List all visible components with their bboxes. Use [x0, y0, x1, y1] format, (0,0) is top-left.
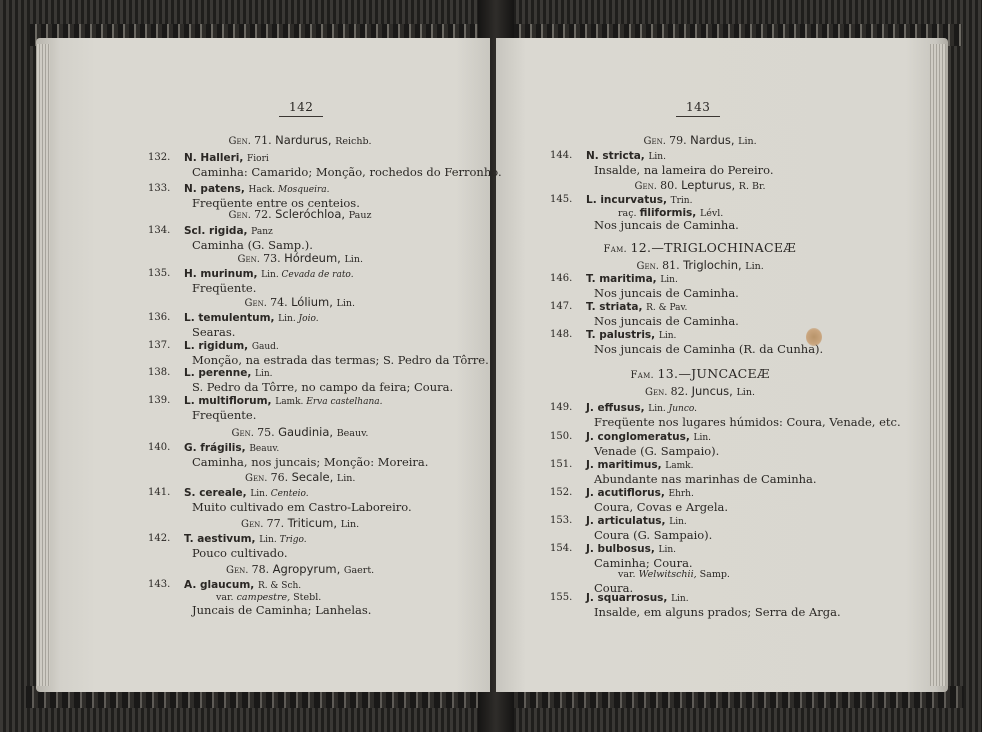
- locality-text: Freqüente.: [192, 408, 257, 422]
- species-author: Lin.: [250, 489, 271, 499]
- species-name: T. aestivum,: [184, 533, 260, 545]
- species-name: L. perenne,: [184, 367, 255, 379]
- species-name: H. murinum,: [184, 268, 262, 280]
- species-name: J. acutiflorus,: [586, 487, 669, 499]
- locality-text: Searas.: [192, 325, 236, 339]
- genus-number: 74.: [270, 296, 292, 309]
- species-author: Gaud.: [251, 342, 279, 352]
- genus-author: Reichb.: [335, 136, 372, 147]
- locality-text: Coura (G. Sampaio).: [594, 528, 713, 542]
- vernacular-name: Cevada de rato.: [281, 270, 354, 280]
- genus-heading: [238, 251, 363, 265]
- entry-number: 146.: [550, 273, 573, 284]
- species-line: [586, 150, 666, 162]
- species-line: [184, 367, 273, 379]
- entry-number: 148.: [550, 329, 573, 340]
- genus-number: 73.: [263, 252, 285, 265]
- species-name: J. conglomeratus,: [586, 431, 694, 443]
- variety-name: filiformis,: [639, 207, 700, 219]
- genus-heading: [245, 295, 356, 309]
- species-line: [586, 515, 687, 527]
- species-line: [586, 402, 697, 414]
- entry-number: 139.: [148, 395, 171, 406]
- locality-text: Caminha (G. Samp.).: [192, 238, 313, 252]
- genus-author: Beauv.: [336, 428, 369, 439]
- genus-label: Gen.: [643, 136, 670, 147]
- species-author: Lin.: [261, 270, 282, 280]
- locality-text: Juncais de Caminha; Lanhelas.: [192, 603, 372, 617]
- locality-text: Nos juncais de Caminha.: [594, 218, 739, 232]
- genus-label: Gen.: [228, 210, 255, 221]
- genus-label: Gen.: [231, 428, 258, 439]
- entry-number: 144.: [550, 150, 573, 161]
- genus-heading: [226, 562, 374, 576]
- species-author: Ehrh.: [668, 489, 694, 499]
- genus-heading: [645, 384, 755, 398]
- vernacular-name: Trigo.: [279, 535, 307, 545]
- genus-number: 76.: [270, 471, 292, 484]
- family-heading: [631, 366, 770, 381]
- species-author: R. & Pav.: [646, 303, 688, 313]
- genus-heading: [232, 425, 369, 439]
- species-name: L. rigidum,: [184, 340, 252, 352]
- entry-number: 147.: [550, 301, 573, 312]
- locality-text: Freqüente entre os centeios.: [192, 196, 360, 210]
- locality-text: Abundante nas marinhas de Caminha.: [594, 472, 817, 486]
- locality-text: Insalde, na lameira do Pereiro.: [594, 163, 774, 177]
- entry-number: 134.: [148, 225, 171, 236]
- species-name: J. articulatus,: [586, 515, 670, 527]
- variety-author: Stebl.: [293, 592, 322, 603]
- genus-name: Nardus,: [690, 133, 739, 147]
- species-author: Lin.: [278, 314, 299, 324]
- vernacular-name: Centeio.: [270, 489, 309, 499]
- genus-author: Pauz: [348, 210, 372, 221]
- genus-heading: [644, 133, 757, 147]
- variety-prefix: var.: [618, 569, 639, 580]
- genus-number: 80.: [660, 179, 682, 192]
- family-name: —TRIGLOCHINACEÆ: [651, 240, 797, 255]
- species-name: T. maritima,: [586, 273, 661, 285]
- species-line: [586, 329, 676, 341]
- genus-name: Lepturus,: [681, 178, 739, 192]
- species-line: [184, 152, 269, 164]
- species-line: [184, 183, 330, 195]
- locality-text: Nos juncais de Caminha.: [594, 286, 739, 300]
- family-number: 13.: [657, 366, 679, 381]
- family-number: 12.: [630, 240, 652, 255]
- family-name: —JUNCACEÆ: [678, 366, 770, 381]
- variety-author: Lévl.: [699, 208, 724, 219]
- species-line: [184, 579, 301, 591]
- species-line: [586, 487, 694, 499]
- entry-number: 136.: [148, 312, 171, 323]
- genus-author: Lin.: [745, 261, 764, 272]
- species-name: L. incurvatus,: [586, 194, 671, 206]
- entry-number: 143.: [148, 579, 171, 590]
- species-line: [184, 340, 279, 352]
- entry-number: 141.: [148, 487, 171, 498]
- species-line: [184, 268, 354, 280]
- species-line: [586, 301, 687, 313]
- species-name: T. striata,: [586, 301, 647, 313]
- genus-name: Lólium,: [291, 295, 337, 309]
- variety-line: [216, 592, 321, 603]
- species-name: S. cereale,: [184, 487, 251, 499]
- locality-text: Caminha; Coura.: [594, 556, 693, 570]
- species-author: Lin.: [669, 517, 687, 527]
- species-author: Lin.: [658, 545, 677, 555]
- locality-text: Caminha, nos juncais; Monção: Moreira.: [192, 455, 429, 469]
- species-name: N. patens,: [184, 183, 249, 195]
- genus-label: Gen.: [634, 181, 661, 192]
- genus-label: Gen.: [228, 136, 255, 147]
- species-author: Lin.: [671, 594, 689, 604]
- species-author: Lin.: [255, 369, 273, 379]
- genus-name: Triglochin,: [683, 258, 746, 272]
- genus-author: Lin.: [736, 387, 755, 398]
- species-author: Lin.: [259, 535, 280, 545]
- genus-number: 79.: [669, 134, 691, 147]
- locality-text: Insalde, em alguns prados; Serra de Arga.: [594, 605, 841, 619]
- species-line: [586, 273, 678, 285]
- genus-name: Triticum,: [287, 516, 341, 530]
- species-line: [586, 194, 692, 206]
- species-author: Trin.: [670, 196, 693, 206]
- vernacular-name: Joio.: [298, 314, 319, 324]
- genus-heading: [635, 178, 766, 192]
- entry-number: 133.: [148, 183, 171, 194]
- page-number-left: 142: [279, 100, 323, 117]
- entry-number: 138.: [148, 367, 171, 378]
- genus-label: Gen.: [226, 565, 252, 576]
- locality-text: Nos juncais de Caminha.: [594, 314, 739, 328]
- locality-text: Freqüente nos lugares húmidos: Coura, Venade, etc.: [594, 415, 901, 429]
- species-name: J. squarrosus,: [586, 592, 672, 604]
- entry-number: 151.: [550, 459, 573, 470]
- family-heading: [604, 240, 797, 255]
- locality-text: Monção, na estrada das termas; S. Pedro da Tôrre.: [192, 353, 489, 367]
- species-name: L. temulentum,: [184, 312, 279, 324]
- species-name: J. effusus,: [586, 402, 649, 414]
- locality-text: Venade (G. Sampaio).: [594, 444, 720, 458]
- entry-number: 135.: [148, 268, 171, 279]
- species-author: Lin.: [648, 404, 669, 414]
- variety-name-wrap: campestre,: [236, 592, 294, 603]
- variety-author: Samp.: [699, 569, 730, 580]
- species-line: [184, 225, 273, 237]
- genus-author: Lin.: [738, 136, 757, 147]
- genus-heading: [245, 470, 355, 484]
- entry-number: 152.: [550, 487, 573, 498]
- variety-prefix: var.: [216, 592, 237, 603]
- genus-author: Lin.: [336, 298, 356, 309]
- genus-author: Gaert.: [343, 565, 375, 576]
- locality-text: S. Pedro da Tôrre, no campo da feira; Coura.: [192, 380, 454, 394]
- vernacular-name: Mosqueira.: [277, 185, 330, 195]
- entry-number: 150.: [550, 431, 573, 442]
- locality-text: Pouco cultivado.: [192, 546, 288, 560]
- genus-name: Hórdeum,: [284, 251, 345, 265]
- locality-text: Freqüente.: [192, 281, 257, 295]
- species-name: N. stricta,: [586, 150, 649, 162]
- species-author: Lin.: [660, 275, 678, 285]
- genus-author: Lin.: [344, 254, 363, 265]
- locality-text: Muito cultivado em Castro-Laboreiro.: [192, 500, 412, 514]
- species-name: L. multiflorum,: [184, 395, 276, 407]
- genus-number: 77.: [266, 517, 288, 530]
- genus-number: 71.: [254, 134, 276, 147]
- species-line: [184, 487, 309, 499]
- species-author: Panz: [251, 227, 273, 237]
- genus-heading: [229, 133, 372, 147]
- genus-name: Gaudinia,: [278, 425, 337, 439]
- entry-number: 149.: [550, 402, 573, 413]
- page-number-right: 143: [676, 100, 720, 117]
- species-author: Lamk.: [275, 397, 307, 407]
- locality-text: Coura.: [594, 581, 634, 595]
- vernacular-name: Erva castelhana.: [306, 397, 383, 407]
- genus-number: 72.: [254, 208, 276, 221]
- genus-label: Gen.: [244, 298, 271, 309]
- locality-text: Coura, Covas e Argela.: [594, 500, 729, 514]
- genus-heading: [637, 258, 764, 272]
- genus-label: Gen.: [636, 261, 663, 272]
- species-line: [184, 442, 279, 454]
- locality-text: Nos juncais de Caminha (R. da Cunha).: [594, 342, 824, 356]
- genus-label: Gen.: [237, 254, 264, 265]
- species-line: [586, 543, 676, 555]
- species-author: Lin.: [693, 433, 712, 443]
- species-name: G. frágilis,: [184, 442, 250, 454]
- left-page-edges: [36, 44, 50, 686]
- entry-number: 140.: [148, 442, 171, 453]
- genus-name: Juncus,: [691, 384, 737, 398]
- species-line: [184, 312, 319, 324]
- entry-number: 142.: [148, 533, 171, 544]
- species-author: Hack.: [248, 185, 278, 195]
- genus-name: Secale,: [291, 470, 337, 484]
- genus-name: Agropyrum,: [272, 562, 344, 576]
- entry-number: 137.: [148, 340, 171, 351]
- variety-prefix: raç.: [618, 208, 640, 219]
- genus-author: Lin.: [336, 473, 356, 484]
- species-author: R. & Sch.: [257, 581, 302, 591]
- variety-name-wrap: Welwitschii,: [638, 569, 700, 580]
- genus-heading: [241, 516, 359, 530]
- species-author: Fiori: [247, 154, 269, 164]
- species-author: Lin.: [658, 331, 677, 341]
- species-name: A. glaucum,: [184, 579, 258, 591]
- species-author: Beauv.: [249, 444, 280, 454]
- variety-line: [618, 569, 730, 580]
- species-name: T. palustris,: [586, 329, 659, 341]
- species-line: [184, 395, 383, 407]
- genus-heading: [229, 207, 372, 221]
- genus-name: Scleróchloa,: [275, 207, 349, 221]
- genus-author: Lin.: [340, 519, 360, 530]
- genus-number: 82.: [670, 385, 692, 398]
- species-name: J. bulbosus,: [586, 543, 659, 555]
- genus-number: 81.: [662, 259, 684, 272]
- genus-author: R. Br.: [738, 181, 766, 192]
- species-name: J. maritimus,: [586, 459, 666, 471]
- family-label: Fam.: [603, 244, 631, 255]
- entry-number: 132.: [148, 152, 171, 163]
- genus-number: 78.: [251, 563, 273, 576]
- entry-number: 154.: [550, 543, 573, 554]
- genus-label: Gen.: [241, 519, 267, 530]
- entry-number: 153.: [550, 515, 573, 526]
- genus-number: 75.: [257, 426, 279, 439]
- right-page-edges: [930, 44, 946, 686]
- vernacular-name: Junco.: [668, 404, 698, 414]
- entry-number: 145.: [550, 194, 573, 205]
- species-line: [586, 592, 689, 604]
- species-author: Lamk.: [665, 461, 694, 471]
- genus-label: Gen.: [645, 387, 671, 398]
- family-label: Fam.: [630, 370, 658, 381]
- locality-text: Caminha: Camarido; Monção, rochedos do Ferronho.: [192, 165, 502, 179]
- entry-number: 155.: [550, 592, 573, 603]
- species-line: [184, 533, 307, 545]
- species-author: Lin.: [648, 152, 666, 162]
- genus-label: Gen.: [245, 473, 271, 484]
- genus-name: Nardurus,: [275, 133, 336, 147]
- species-line: [586, 431, 711, 443]
- species-name: Scl. rigida,: [184, 225, 252, 237]
- species-name: N. Halleri,: [184, 152, 248, 164]
- species-line: [586, 459, 694, 471]
